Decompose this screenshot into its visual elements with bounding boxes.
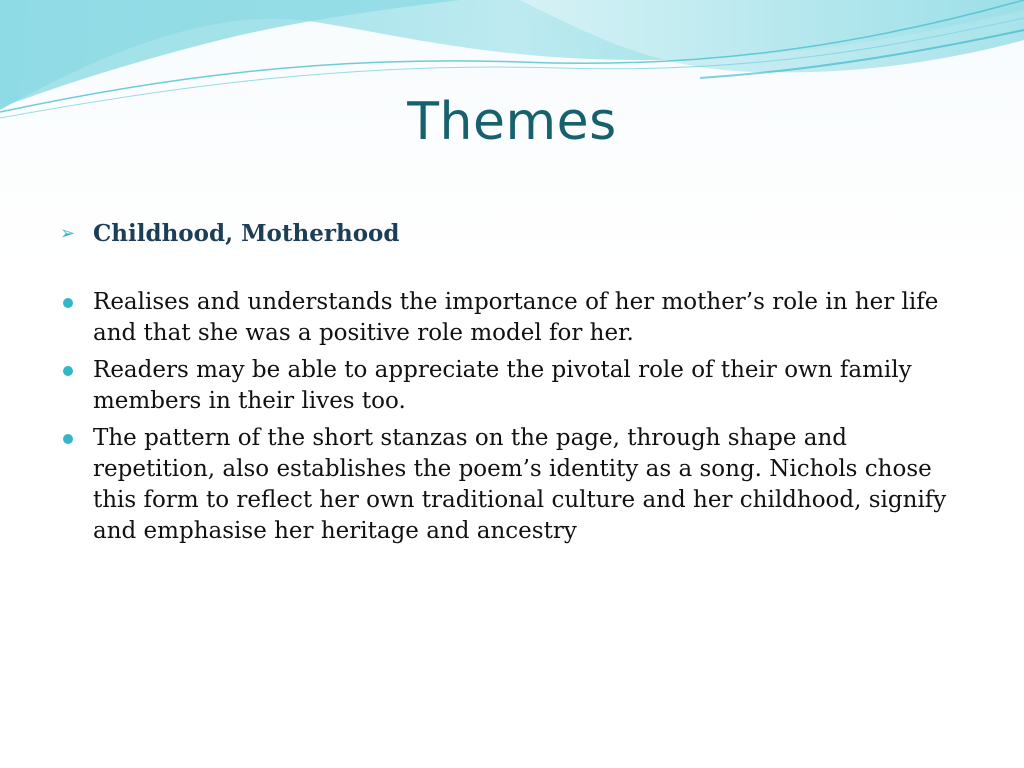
list-item — [60, 287, 970, 349]
arrow-bullet-icon: ➢ — [60, 223, 76, 244]
list-item — [60, 423, 970, 547]
slide-title: Themes — [407, 92, 617, 152]
dot-bullet-icon — [60, 423, 93, 454]
list-item-text: Readers may be able to appreciate the pivotal role of their own family members in their lives too. — [93, 357, 912, 414]
slide-content — [60, 218, 970, 553]
theme-heading: Childhood, Motherhood — [93, 220, 400, 247]
theme-heading-row — [60, 218, 970, 249]
list-item-text: The pattern of the short stanzas on the page, through shape and repetition, also establishes the poem’s identity as a song. Nichols chose this form to reflect her own traditional culture and her childhood, signify and emphasise her heritage and ancestry — [93, 425, 947, 544]
dot-bullet-icon — [60, 287, 93, 318]
list-item-text: Realises and understands the importance of her mother’s role in her life and that she was a positive role model for her. — [93, 289, 939, 346]
dot-bullet-icon — [60, 355, 93, 386]
list-item — [60, 355, 970, 417]
